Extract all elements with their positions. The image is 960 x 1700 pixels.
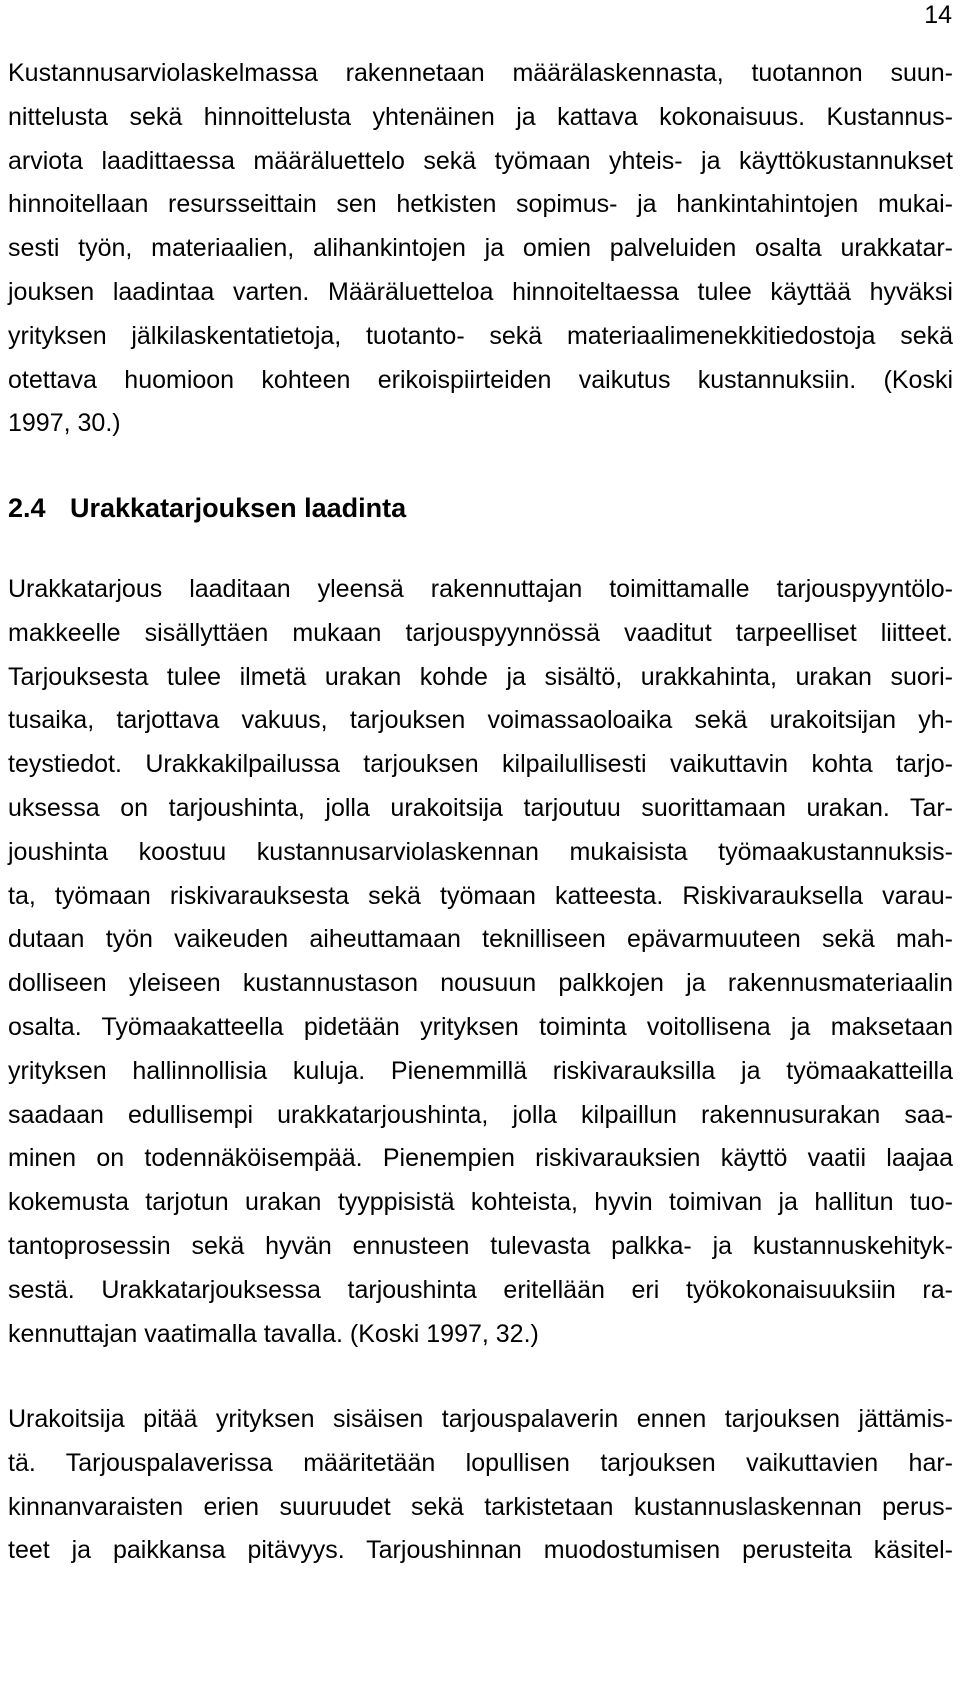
- text-line: yrityksen jälkilaskentatietoja, tuotanto- sekä materiaalimenekkitiedostoja sekä: [8, 321, 953, 350]
- text-line: yrityksen hallinnollisia kuluja. Pienemmillä riskivarauksilla ja työmaakatteilla: [8, 1056, 953, 1085]
- text-line: osalta. Työmaakatteella pidetään yrityksen toiminta voitollisena ja maksetaan: [8, 1012, 953, 1041]
- text-line: dutaan työn vaikeuden aiheuttamaan teknilliseen epävarmuuteen sekä mah-: [8, 925, 953, 954]
- text-line: tantoprosessin sekä hyvän ennusteen tulevasta palkka- ja kustannuskehityk-: [8, 1231, 953, 1260]
- section-heading: [8, 488, 406, 528]
- text-line: Urakkatarjous laaditaan yleensä rakennuttajan toimittamalle tarjouspyyntölo-: [8, 575, 953, 603]
- text-line: minen on todennäköisempää. Pienempien riskivarauksien käyttö vaatii laajaa: [8, 1144, 953, 1173]
- text-line: tusaika, tarjottava vakuus, tarjouksen voimassaoloaika sekä urakoitsijan yh-: [8, 706, 953, 735]
- text-line: teet ja paikkansa pitävyys. Tarjoushinnan muodostumisen perusteita käsitel-: [8, 1536, 953, 1565]
- text-line: dolliseen yleiseen kustannustason nousuun palkkojen ja rakennusmateriaalin: [8, 969, 953, 998]
- text-line: jouksen laadintaa varten. Määräluetteloa hinnoiteltaessa tulee käyttää hyväksi: [8, 277, 953, 306]
- text-line: joushinta koostuu kustannusarviolaskennan mukaisista työmaakustannuksis-: [8, 837, 953, 866]
- text-line: 1997, 30.): [8, 409, 121, 438]
- paragraph-tender: [8, 568, 953, 1356]
- page-number: 14: [924, 1, 952, 29]
- text-line: tä. Tarjouspalaverissa määritetään lopullisen tarjouksen vaikuttavien har-: [8, 1448, 953, 1477]
- paragraph-cost-estimate: [8, 52, 953, 446]
- text-line: otettava huomioon kohteen erikoispiirteiden vaikutus kustannuksiin. (Koski: [8, 365, 953, 394]
- text-line: saadaan edullisempi urakkatarjoushinta, jolla kilpaillun rakennusurakan saa-: [8, 1100, 953, 1129]
- text-line: nittelusta sekä hinnoittelusta yhtenäinen ja kattava kokonaisuus. Kustannus-: [8, 102, 953, 131]
- text-line: sestä. Urakkatarjouksessa tarjoushinta eritellään eri työkokonaisuuksiin ra-: [8, 1275, 953, 1304]
- section-number: 2.4: [8, 493, 46, 523]
- text-line: Tarjouksesta tulee ilmetä urakan kohde ja sisältö, urakkahinta, urakan suori-: [8, 662, 953, 691]
- paragraph-tender-meeting: [8, 1398, 953, 1573]
- text-line: Urakoitsija pitää yrityksen sisäisen tarjouspalaverin ennen tarjouksen jättämis-: [8, 1405, 953, 1433]
- text-line: kokemusta tarjotun urakan tyyppisistä kohteista, hyvin toimivan ja hallitun tuo-: [8, 1188, 953, 1217]
- text-line: kinnanvaraisten erien suuruudet sekä tarkistetaan kustannuslaskennan perus-: [8, 1492, 953, 1521]
- text-line: hinnoitellaan resursseittain sen hetkisten sopimus- ja hankintahintojen mukai-: [8, 190, 953, 219]
- text-line: kennuttajan vaatimalla tavalla. (Koski 1997, 32.): [8, 1319, 539, 1348]
- text-line: Kustannusarviolaskelmassa rakennetaan määrälaskennasta, tuotannon suun-: [8, 59, 953, 87]
- text-line: teystiedot. Urakkakilpailussa tarjouksen kilpailullisesti vaikuttavin kohta tarjo-: [8, 750, 953, 779]
- text-line: ta, työmaan riskivarauksesta sekä työmaan katteesta. Riskivarauksella varau-: [8, 881, 953, 910]
- text-line: uksessa on tarjoushinta, jolla urakoitsija tarjoutuu suorittamaan urakan. Tar-: [8, 793, 953, 822]
- text-line: arviota laadittaessa määräluettelo sekä työmaan yhteis- ja käyttökustannukset: [8, 146, 953, 175]
- text-line: sesti työn, materiaalien, alihankintojen ja omien palveluiden osalta urakkatar-: [8, 234, 953, 263]
- section-title: Urakkatarjouksen laadinta: [70, 493, 407, 523]
- text-line: makkeelle sisällyttäen mukaan tarjouspyynnössä vaaditut tarpeelliset liitteet.: [8, 618, 953, 647]
